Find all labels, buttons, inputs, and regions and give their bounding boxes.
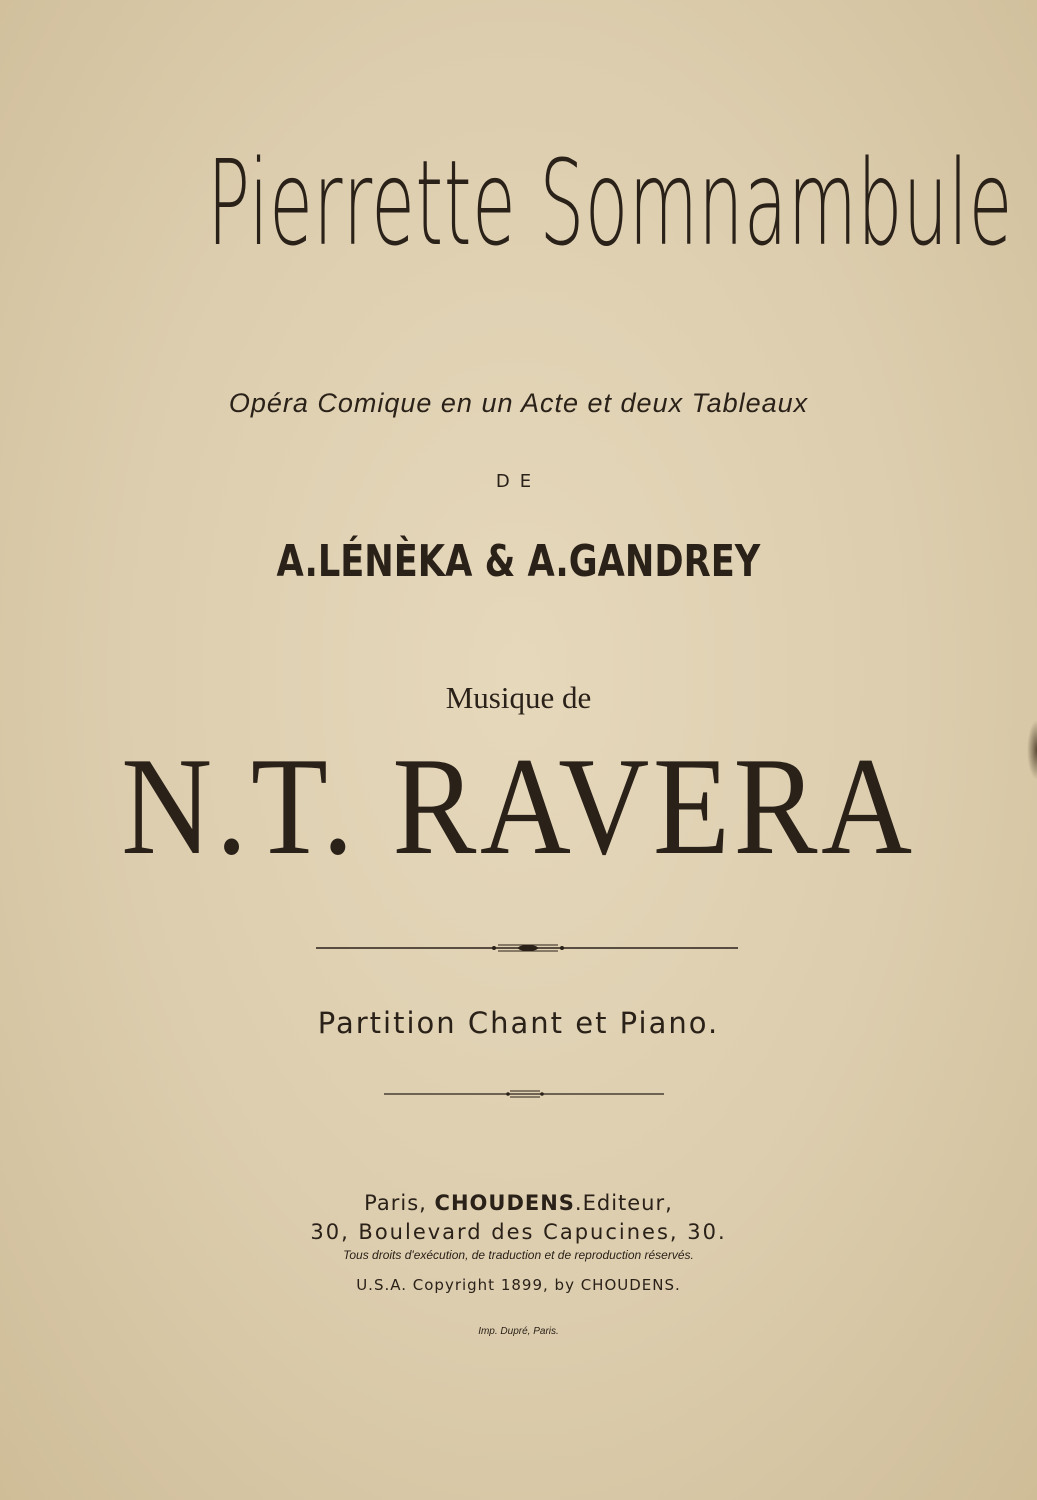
publisher-role: .Editeur, (574, 1191, 673, 1215)
score-type: Partition Chant et Piano. (317, 1006, 720, 1040)
publisher-line (0, 1188, 1037, 1218)
composer-name: N.T. RAVERA (121, 729, 916, 884)
ornamental-divider-top (0, 938, 1037, 958)
music-label: Musique de (445, 680, 592, 715)
page-title: Pierrette Somnambule (207, 134, 1013, 272)
ornamental-divider-bottom (0, 1084, 1037, 1104)
authors: A.LÉNÈKA & A.GANDREY (276, 536, 761, 587)
publisher-address: 30, Boulevard des Capucines, 30. (310, 1220, 727, 1244)
publisher-city: Paris, (364, 1191, 427, 1215)
publisher-name: CHOUDENS (434, 1191, 575, 1215)
subtitle: Opéra Comique en un Acte et deux Tableaux (228, 388, 809, 418)
page-edge-shadow (1027, 720, 1037, 780)
copyright-notice: U.S.A. Copyright 1899, by CHOUDENS. (356, 1276, 681, 1294)
printer-imprint: Imp. Dupré, Paris. (478, 1326, 559, 1337)
by-label: DE (495, 471, 542, 492)
rights-notice: Tous droits d'exécution, de traduction et de reproduction réservés. (343, 1248, 694, 1262)
